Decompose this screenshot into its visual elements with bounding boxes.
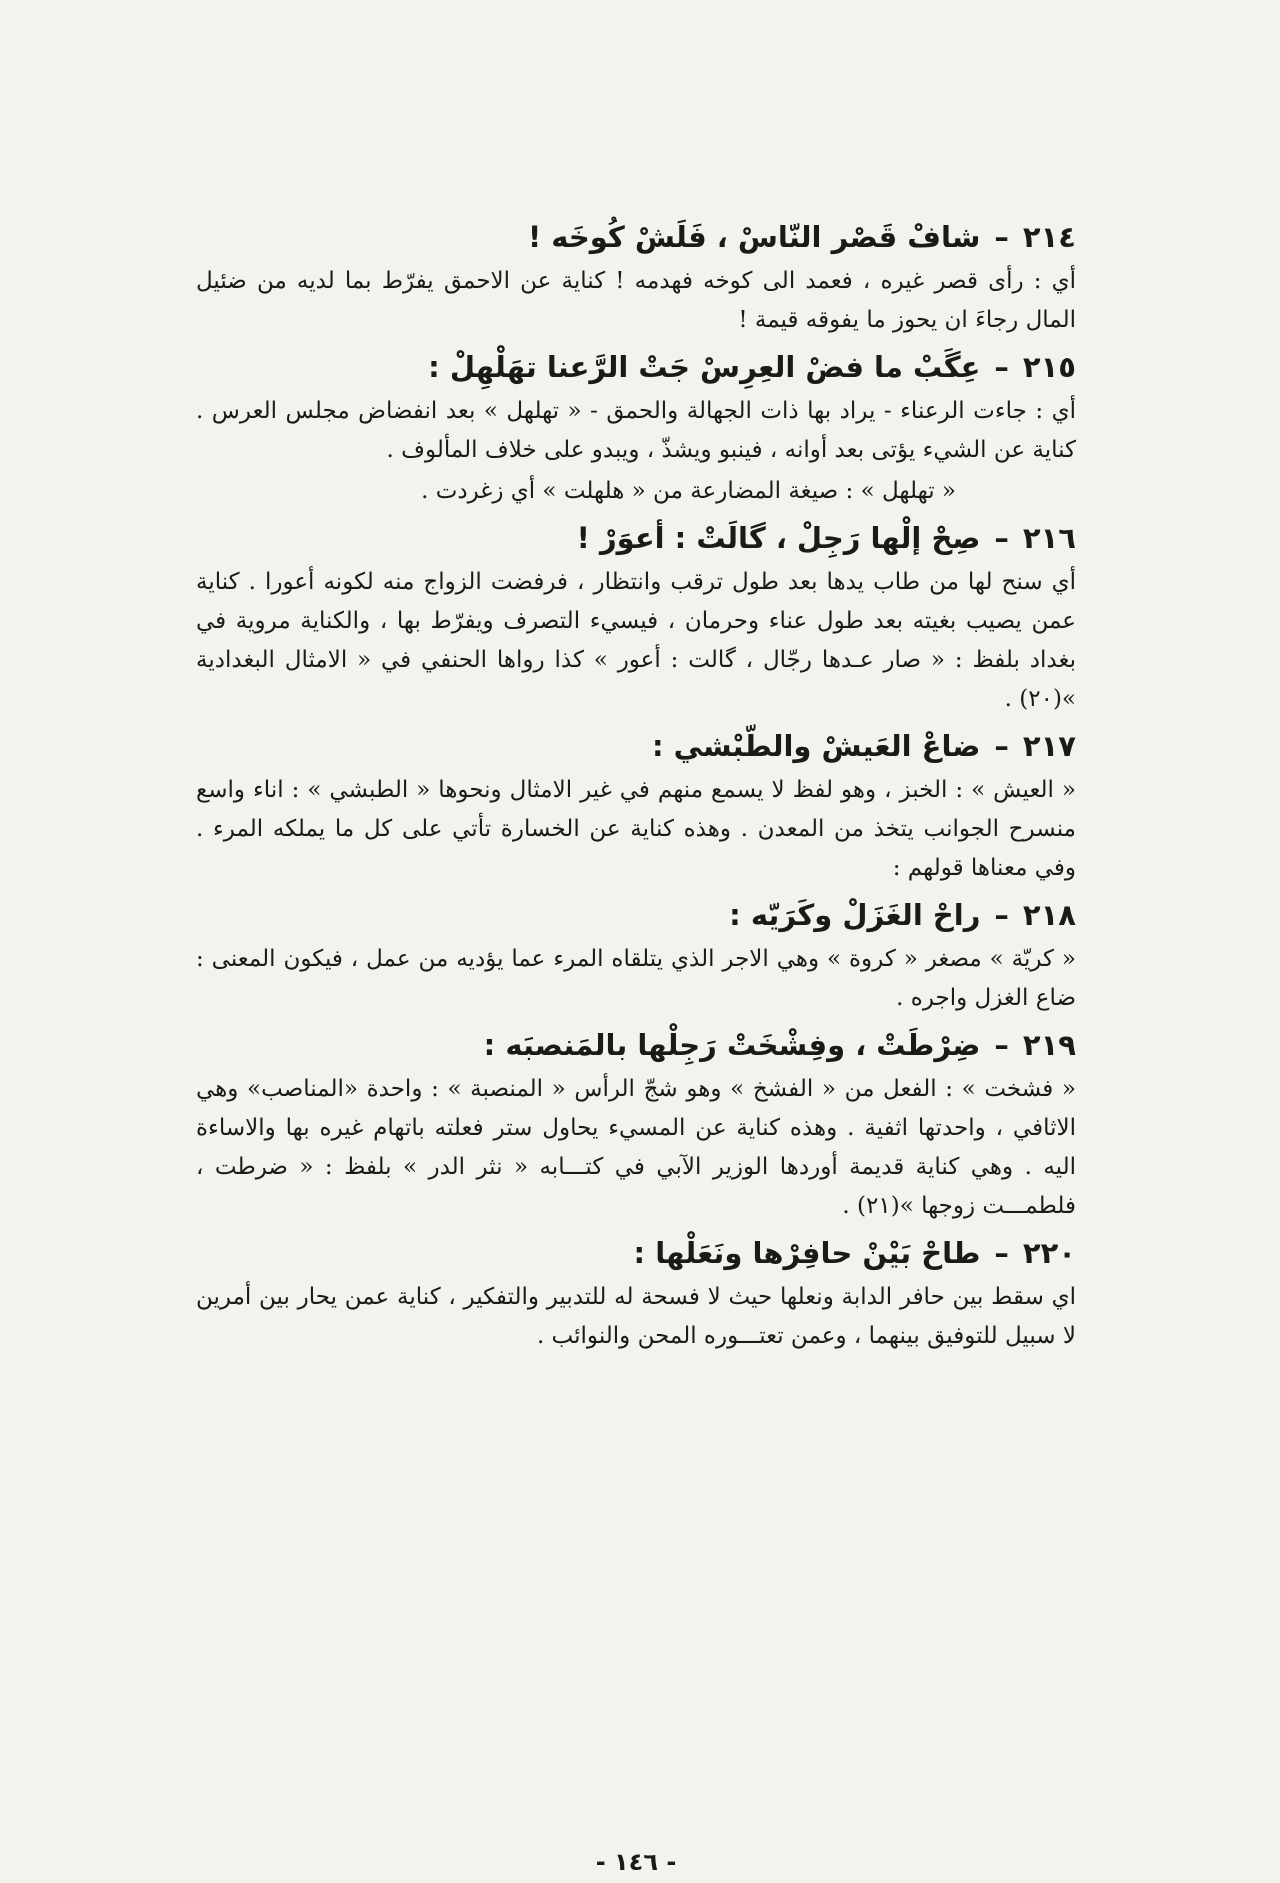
dash: – [994, 350, 1009, 384]
book-page [196, 212, 1076, 1876]
entry-number: ٢١٨ [1022, 898, 1076, 932]
page-number: - ١٤٦ - [595, 1848, 677, 1876]
entry-title [196, 212, 1076, 262]
entry-218 [196, 890, 1076, 1018]
entry-title [196, 342, 1076, 392]
entry-217 [196, 721, 1076, 888]
entry-paragraph: أي : رأى قصر غيره ، فعمد الى كوخه فهدمه ! كناية عن الاحمق يفرّط بما لديه من ضئيل المال رجاءَ ان يحوز ما يفوقه قيمة ! [196, 268, 1076, 333]
dash: – [994, 220, 1009, 254]
entry-215 [196, 342, 1076, 511]
entry-number: ٢١٤ [1022, 220, 1076, 254]
entry-214 [196, 212, 1076, 340]
entry-proverb: شافْ قَصْر النّاسْ ، فَلَشْ كُوخَه ! [527, 220, 981, 254]
entry-220 [196, 1228, 1076, 1356]
dash: – [994, 729, 1009, 763]
entry-proverb: راحْ الغَزَلْ وكَرَيّه : [729, 898, 981, 932]
entry-paragraph: « العيش » : الخبز ، وهو لفظ لا يسمع منهم في غير الامثال ونحوها « الطبشي » : اناء واسع منسرح الجوانب يتخذ من المعدن . وهذه كناية عن الخسارة تأتي على كل ما يملكه المرء . وفي معناها قولهم : [196, 777, 1076, 881]
entry-216 [196, 513, 1076, 719]
entry-paragraph: اي سقط بين حافر الدابة ونعلها حيث لا فسحة له للتدبير والتفكير ، كناية عمن يحار بين أمرين لا سبيل للتوفيق بينهما ، وعمن تعتـــوره المحن والنوائب . [196, 1284, 1076, 1349]
entry-paragraph: « فشخت » : الفعل من « الفشخ » وهو شجّ الرأس « المنصبة » : واحدة «المناصب» وهي الاثافي ، واحدتها اثفية . وهذه كناية عن المسيء يحاول ستر فعلته باتهام غيره بها والاساءة اليه . وهي كناية قديمة أوردها الوزير الآبي في كتـــابه « نثر الدر » بلفظ : « ضرطت ، فلطمـــت زوجها »(٢١) . [196, 1076, 1076, 1219]
entry-proverb: عِگَبْ ما فضْ العِرِسْ جَتْ الرَّعنا تهَلْهِلْ : [428, 350, 981, 384]
entry-note: « تهلهل » : صيغة المضارعة من « هلهلت » أي زغردت . [421, 478, 956, 504]
entry-number: ٢١٧ [1022, 729, 1076, 763]
entry-proverb: ضاعْ العَيشْ والطّبْشي : [651, 729, 981, 763]
entry-number: ٢١٩ [1022, 1028, 1076, 1062]
entry-title [196, 1020, 1076, 1070]
entry-paragraph: « كريّة » مصغر « كروة » وهي الاجر الذي يتلقاه المرء عما يؤديه من عمل ، فيكون المعنى : ضاع الغزل واجره . [196, 946, 1076, 1011]
dash: – [994, 521, 1009, 555]
entry-number: ٢٢٠ [1022, 1236, 1076, 1270]
dash: – [994, 898, 1009, 932]
entry-title [196, 1228, 1076, 1278]
entry-paragraph: أي : جاءت الرعناء - يراد بها ذات الجهالة والحمق - « تهلهل » بعد انفضاض مجلس العرس . كناية عن الشيء يؤتى بعد أوانه ، فينبو ويشذّ ، ويبدو على خلاف المألوف . [196, 398, 1076, 463]
entry-proverb: ضِرْطَتْ ، وفِشْخَتْ رَجِلْها بالمَنصبَه : [483, 1028, 981, 1062]
entry-title [196, 721, 1076, 771]
entry-number: ٢١٦ [1022, 521, 1076, 555]
dash: – [994, 1028, 1009, 1062]
entry-number: ٢١٥ [1022, 350, 1076, 384]
entry-219 [196, 1020, 1076, 1226]
dash: – [994, 1236, 1009, 1270]
entry-title [196, 513, 1076, 563]
entry-paragraph: أي سنح لها من طاب يدها بعد طول ترقب وانتظار ، فرفضت الزواج منه لكونه أعورا . كناية عمن يصيب بغيته بعد طول عناء وحرمان ، فيسيء التصرف ويفرّط بها ، والكناية مروية في بغداد بلفظ : « صار عـدها رجّال ، گالت : أعور » كذا رواها الحنفي في « الامثال البغدادية »(٢٠) . [196, 569, 1076, 712]
entry-proverb: صِحْ إلْها رَجِلْ ، گالَتْ : أعوَرْ ! [576, 521, 981, 555]
entry-title [196, 890, 1076, 940]
entry-proverb: طاحْ بَيْنْ حافِرْها ونَعَلْها : [633, 1236, 981, 1270]
